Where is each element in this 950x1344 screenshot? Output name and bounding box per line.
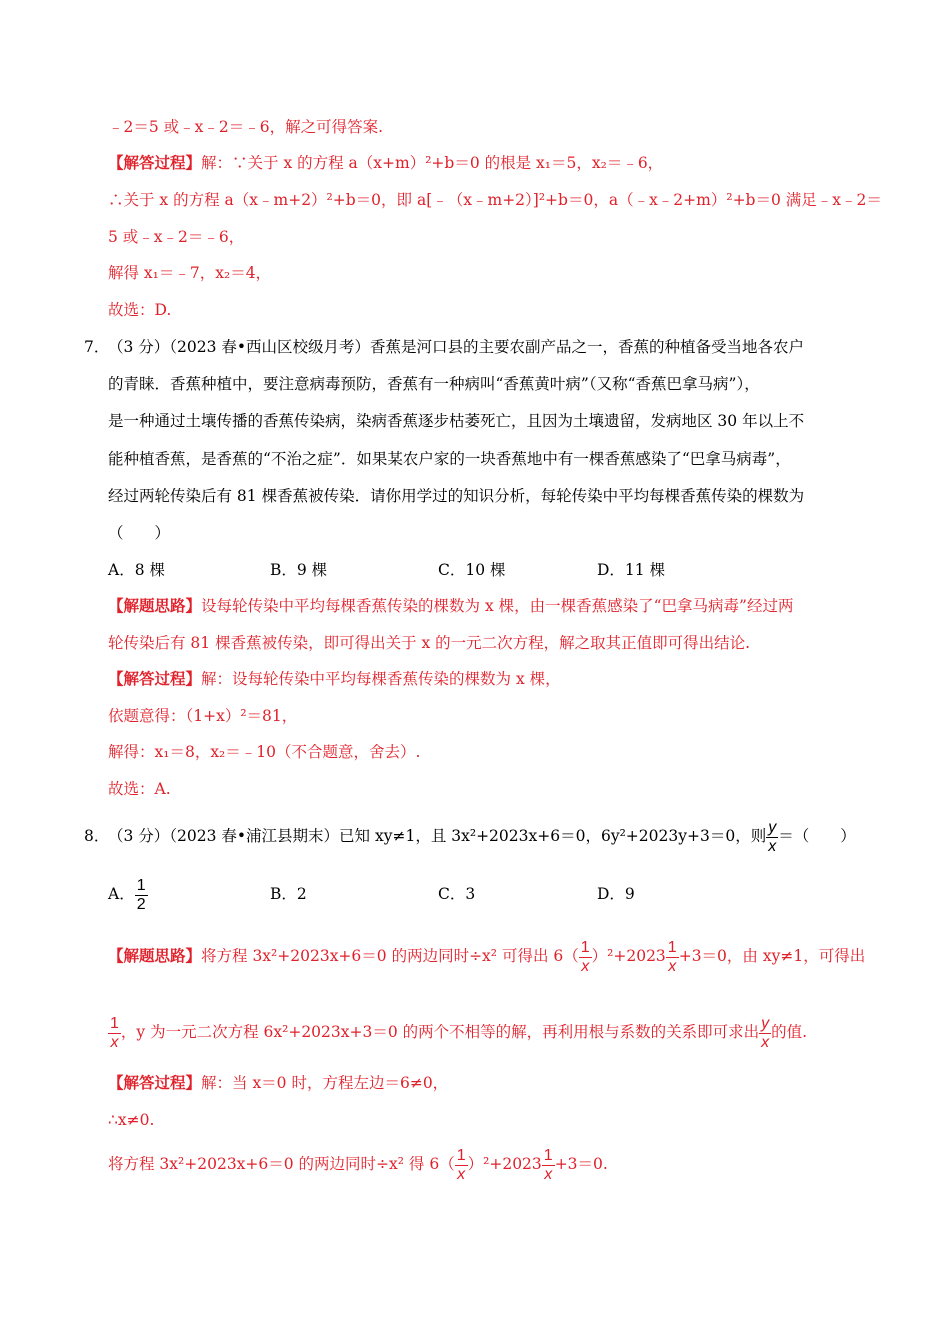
fraction-numerator: 1	[136, 876, 146, 894]
answer-process-heading: 【解答过程】	[108, 669, 202, 688]
fraction-numerator: 1	[667, 938, 677, 956]
fraction-numerator: 1	[110, 1014, 119, 1032]
fraction-one-over-x	[108, 1015, 121, 1052]
question-8-process-text-1: 解：当 x＝0 时，方程左边＝6≠0，	[201, 1074, 449, 1092]
process-text-b: ）²+2023	[467, 1155, 542, 1173]
prev-line-4: 5 或﹣x﹣2＝﹣6，	[108, 228, 245, 246]
question-7-process-line-4: 故选：A.	[108, 780, 171, 798]
fraction-denominator: x	[544, 1165, 553, 1183]
question-7-idea-line-1	[108, 596, 793, 616]
question-7-process-line-3: 解得：x₁＝8，x₂＝﹣10（不合题意，舍去）.	[108, 743, 421, 761]
question-7-line-1: （3 分）（2023 春•西山区校级月考）香蕉是河口县的主要农副产品之一，香蕉的种植备受当地各农户	[108, 338, 805, 356]
process-text-a: 将方程 3x²+2023x+6＝0 的两边同时÷x² 得 6（	[108, 1155, 455, 1173]
idea-text-a: 将方程 3x²+2023x+6＝0 的两边同时÷x² 可得出 6（	[201, 947, 579, 965]
fraction-denominator: x	[457, 1165, 466, 1183]
question-8-process-line-1	[108, 1073, 448, 1093]
question-7-line-5: 经过两轮传染后有 81 棵香蕉被传染．请你用学过的知识分析，每轮传染中平均每棵香蕉传染的棵数为	[108, 487, 805, 505]
question-8-stem	[108, 814, 856, 858]
idea-text-b: ）²+2023	[591, 947, 666, 965]
question-8-stem-end: ＝（ ）	[778, 827, 856, 845]
question-8-process-line-3	[108, 1142, 608, 1186]
question-8-stem-text: （3 分）（2023 春•浦江县期末）已知 xy≠1，且 3x²+2023x+6＝0，6y²+2023y+3＝0，则	[108, 827, 767, 845]
solution-idea-heading: 【解题思路】	[108, 946, 202, 965]
fraction-denominator: x	[581, 957, 590, 975]
question-8-option-b: B．2	[270, 885, 307, 903]
question-7-process-text-1: 解：设每轮传染中平均每棵香蕉传染的棵数为 x 棵，	[201, 670, 561, 688]
question-8-idea-line-2	[108, 1010, 807, 1054]
question-8-option-d: D．9	[597, 885, 635, 903]
fraction-y-over-x	[759, 1015, 771, 1052]
fraction-denominator: x	[761, 1033, 770, 1051]
fraction-numerator: y	[761, 1014, 770, 1032]
solution-idea-heading: 【解题思路】	[108, 596, 202, 615]
fraction-numerator: 1	[456, 1146, 466, 1164]
prev-line-5: 解得 x₁＝﹣7，x₂＝4，	[108, 264, 272, 282]
fraction-denominator: x	[668, 957, 677, 975]
question-7-process-line-2: 依题意得：（1+x）²＝81，	[108, 707, 298, 725]
prev-line-3: ∴关于 x 的方程 a（x﹣m+2）²+b＝0，即 a[﹣（x﹣m+2）]²+b＝0，a（﹣x﹣2+m）²+b＝0 满足﹣x﹣2＝	[108, 191, 882, 209]
question-7-line-3: 是一种通过土壤传播的香蕉传染病，染病香蕉逐步枯萎死亡，且因为土壤遗留，发病地区 30 年以上不	[108, 412, 805, 430]
question-7-option-c: C．10 棵	[438, 561, 506, 579]
process-text-c: +3＝0.	[554, 1155, 608, 1173]
question-7-number: 7．	[84, 338, 110, 356]
question-7-option-b: B．9 棵	[270, 561, 328, 579]
fraction-numerator: y	[768, 818, 777, 836]
question-7-option-d: D．11 棵	[597, 561, 666, 579]
fraction-denominator: 2	[136, 895, 146, 913]
question-7-process-line-1	[108, 669, 561, 689]
question-7-line-4: 能种植香蕉，是香蕉的“不治之症”．如果某农户家的一块香蕉地中有一棵香蕉感染了“巴拿马病毒”，	[108, 450, 791, 468]
question-7-idea-text-1: 设每轮传染中平均每棵香蕉传染的棵数为 x 棵，由一棵香蕉感染了“巴拿马病毒”经过两	[201, 597, 794, 615]
question-7-idea-line-2: 轮传染后有 81 棵香蕉被传染，即可得出关于 x 的一元二次方程，解之取其正值即可得出结论.	[108, 634, 751, 652]
answer-process-heading: 【解答过程】	[108, 153, 202, 172]
fraction-one-over-x	[579, 939, 592, 976]
prev-line-2-text: 解：∵关于 x 的方程 a（x+m）²+b＝0 的根是 x₁＝5，x₂＝﹣6，	[201, 154, 664, 172]
question-8-process-line-2: ∴x≠0.	[108, 1111, 155, 1129]
idea-text-d: ，y 为一元二次方程 6x²+2023x+3＝0 的两个不相等的解，再利用根与系数的关系即可求出	[120, 1023, 760, 1041]
question-7-option-a: A．8 棵	[108, 561, 165, 579]
fraction-one-over-x	[666, 939, 679, 976]
question-7-line-2: 的青睐．香蕉种植中，要注意病毒预防，香蕉有一种病叫“香蕉黄叶病”（又称“香蕉巴拿马病”），	[108, 375, 760, 393]
fraction-numerator: 1	[580, 938, 590, 956]
question-8-number: 8．	[84, 827, 110, 845]
question-8-option-c: C．3	[438, 885, 476, 903]
prev-line-1: ﹣2＝5 或﹣x﹣2＝﹣6，解之可得答案.	[108, 118, 384, 136]
idea-text-c: +3＝0，由 xy≠1，可得出	[678, 947, 866, 965]
idea-text-e: 的值.	[771, 1023, 808, 1041]
prev-line-2	[108, 153, 663, 173]
fraction-one-over-x	[542, 1147, 555, 1184]
answer-process-heading: 【解答过程】	[108, 1073, 202, 1092]
question-8-option-a	[108, 872, 148, 916]
fraction-denominator: x	[110, 1033, 119, 1051]
question-8-idea-line-1	[108, 934, 865, 978]
fraction-one-over-x	[455, 1147, 468, 1184]
fraction-y-over-x	[766, 819, 778, 856]
option-a-label: A．	[108, 885, 135, 903]
prev-line-6: 故选：D.	[108, 301, 172, 319]
fraction-numerator: 1	[543, 1146, 553, 1164]
fraction-denominator: x	[768, 837, 777, 855]
fraction-one-half	[135, 877, 148, 914]
question-7-line-6: （ ）	[108, 524, 171, 542]
